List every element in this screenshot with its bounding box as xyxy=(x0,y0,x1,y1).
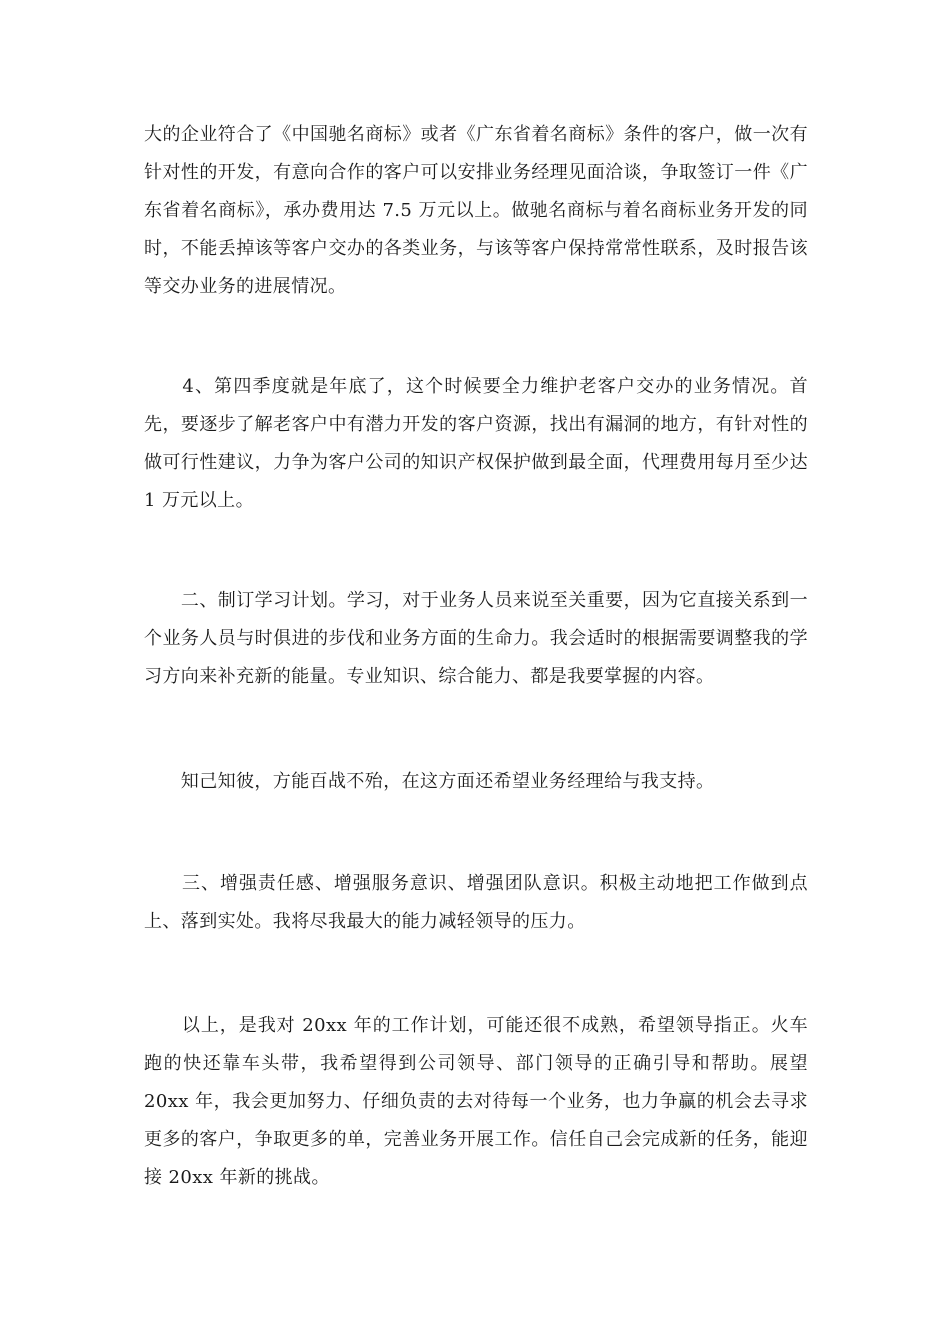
paragraph-know-yourself: 知己知彼，方能百战不殆，在这方面还希望业务经理给与我支持。 xyxy=(144,771,715,792)
paragraph-responsibility: 三、增强责任感、增强服务意识、增强团队意识。积极主动地把工作做到点上、落到实处。我将尽我最大的能力减轻领导的压力。 xyxy=(144,873,808,932)
paragraph-conclusion: 以上，是我对 20xx 年的工作计划，可能还很不成熟，希望领导指正。火车跑的快还靠车头带，我希望得到公司领导、部门领导的正确引导和帮助。展望 20xx 年，我会更加努力、仔细负责的去对待每一个业务，也力争赢的机会去寻求更多的客户，争取更多的单，完善业务开展工作。信任自己会完成新的任务，能迎接 20xx 年新的挑战。 xyxy=(144,1015,815,1188)
paragraph-learning-plan: 二、制订学习计划。学习，对于业务人员来说至关重要，因为它直接关系到一个业务人员与时俱进的步伐和业务方面的生命力。我会适时的根据需要调整我的学习方向来补充新的能量。专业知识、综合能力、都是我要掌握的内容。 xyxy=(144,590,808,687)
paragraph-fourth-quarter: 4、第四季度就是年底了，这个时候要全力维护老客户交办的业务情况。首先，要逐步了解老客户中有潜力开发的客户资源，找出有漏洞的地方，有针对性的做可行性建议，力争为客户公司的知识产权保护做到最全面，代理费用每月至少达 1 万元以上。 xyxy=(144,376,815,511)
paragraph-trademark-development: 大的企业符合了《中国驰名商标》或者《广东省着名商标》条件的客户，做一次有针对性的开发，有意向合作的客户可以安排业务经理见面洽谈，争取签订一件《广东省着名商标》，承办费用达 7.5 万元以上。做驰名商标与着名商标业务开发的同时，不能丢掉该等客户交办的各类业务，与该等客户保持常常性联系，及时报告该等交办业务的进展情况。 xyxy=(144,124,808,297)
